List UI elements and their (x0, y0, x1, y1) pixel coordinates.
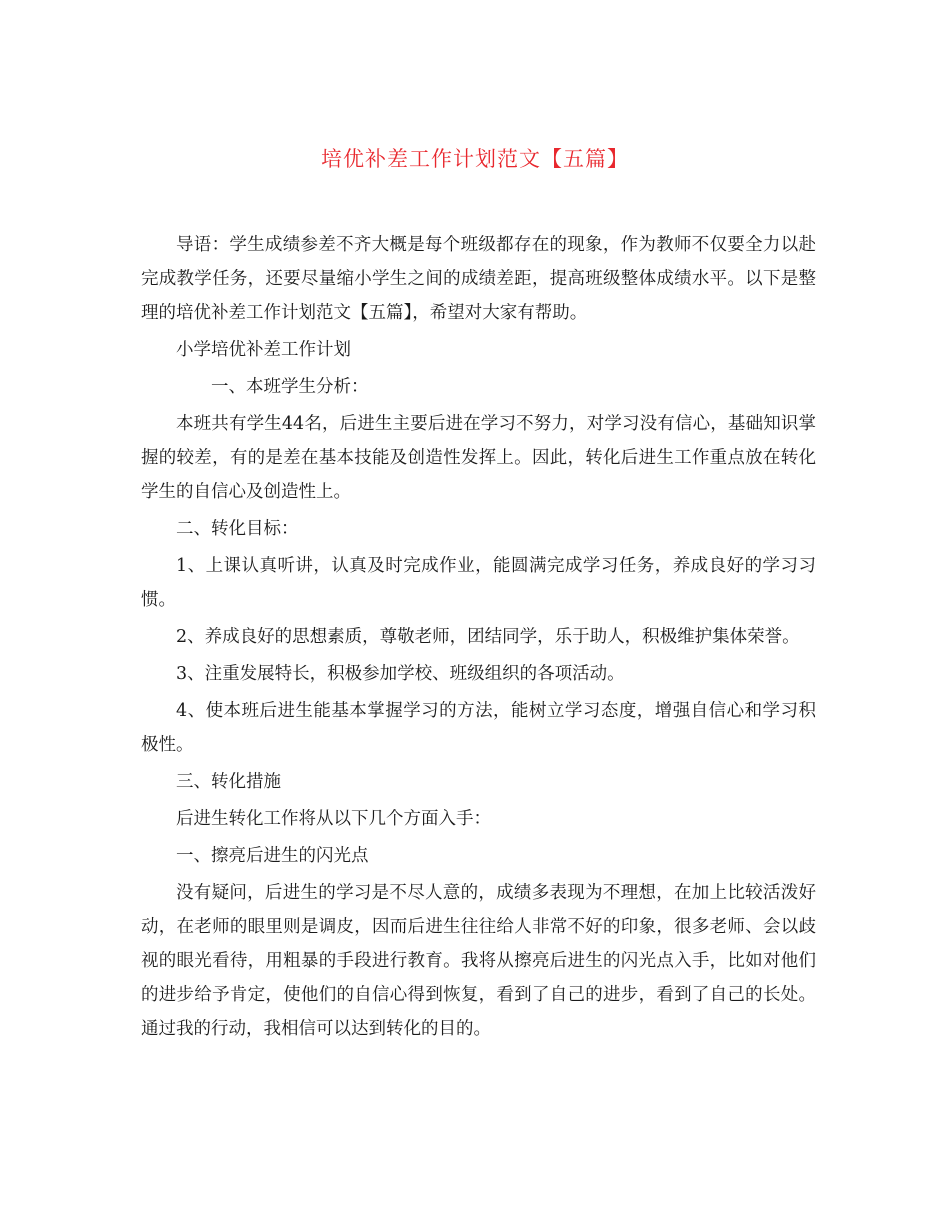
goal-item-2: 2、养成良好的思想素质，尊敬老师，团结同学，乐于助人，积极维护集体荣誉。 (176, 627, 800, 647)
analysis-paragraph: 本班共有学生44名，后进生主要后进在学习不努力，对学习没有信心，基础知识掌握的较差，有的是差在基本技能及创造性发挥上。因此，转化后进生工作重点放在转化学生的自信心及创造性上。 (141, 414, 816, 502)
intro-paragraph: 导语：学生成绩参差不齐大概是每个班级都存在的现象，作为教师不仅要全力以赴完成教学任务，还要尽量缩小学生之间的成绩差距，提高班级整体成绩水平。以下是整理的培优补差工作计划范文【五篇】，希望对大家有帮助。 (141, 235, 816, 323)
measure-paragraph-1: 没有疑问，后进生的学习是不尽人意的，成绩多表现为不理想，在加上比较活泼好动，在老师的眼里则是调皮，因而后进生往往给人非常不好的印象，很多老师、会以歧视的眼光看待，用粗暴的手段进行教育。我将从擦亮后进生的闪光点入手，比如对他们的进步给予肯定，使他们的自信心得到恢复，看到了自己的进步，看到了自己的长处。通过我的行动，我相信可以达到转化的目的。 (141, 883, 816, 1039)
goal-item-4: 4、使本班后进生能基本掌握学习的方法，能树立学习态度，增强自信心和学习积极性。 (141, 701, 816, 755)
section-heading-analysis: 一、本班学生分析： (211, 377, 369, 397)
goal-item-3: 3、注重发展特长，积极参加学校、班级组织的各项活动。 (176, 664, 625, 684)
section-heading-goals: 二、转化目标： (176, 519, 299, 539)
section-heading-plan: 小学培优补差工作计划 (176, 340, 351, 360)
document-body (141, 228, 816, 1049)
measures-intro: 后进生转化工作将从以下几个方面入手： (176, 809, 491, 829)
measure-heading-1: 一、擦亮后进生的闪光点 (176, 846, 369, 866)
document-title: 培优补差工作计划范文【五篇】 (321, 147, 629, 171)
goal-item-1: 1、上课认真听讲，认真及时完成作业，能圆满完成学习任务，养成良好的学习习惯。 (141, 556, 816, 610)
section-heading-measures: 三、转化措施 (176, 772, 281, 792)
